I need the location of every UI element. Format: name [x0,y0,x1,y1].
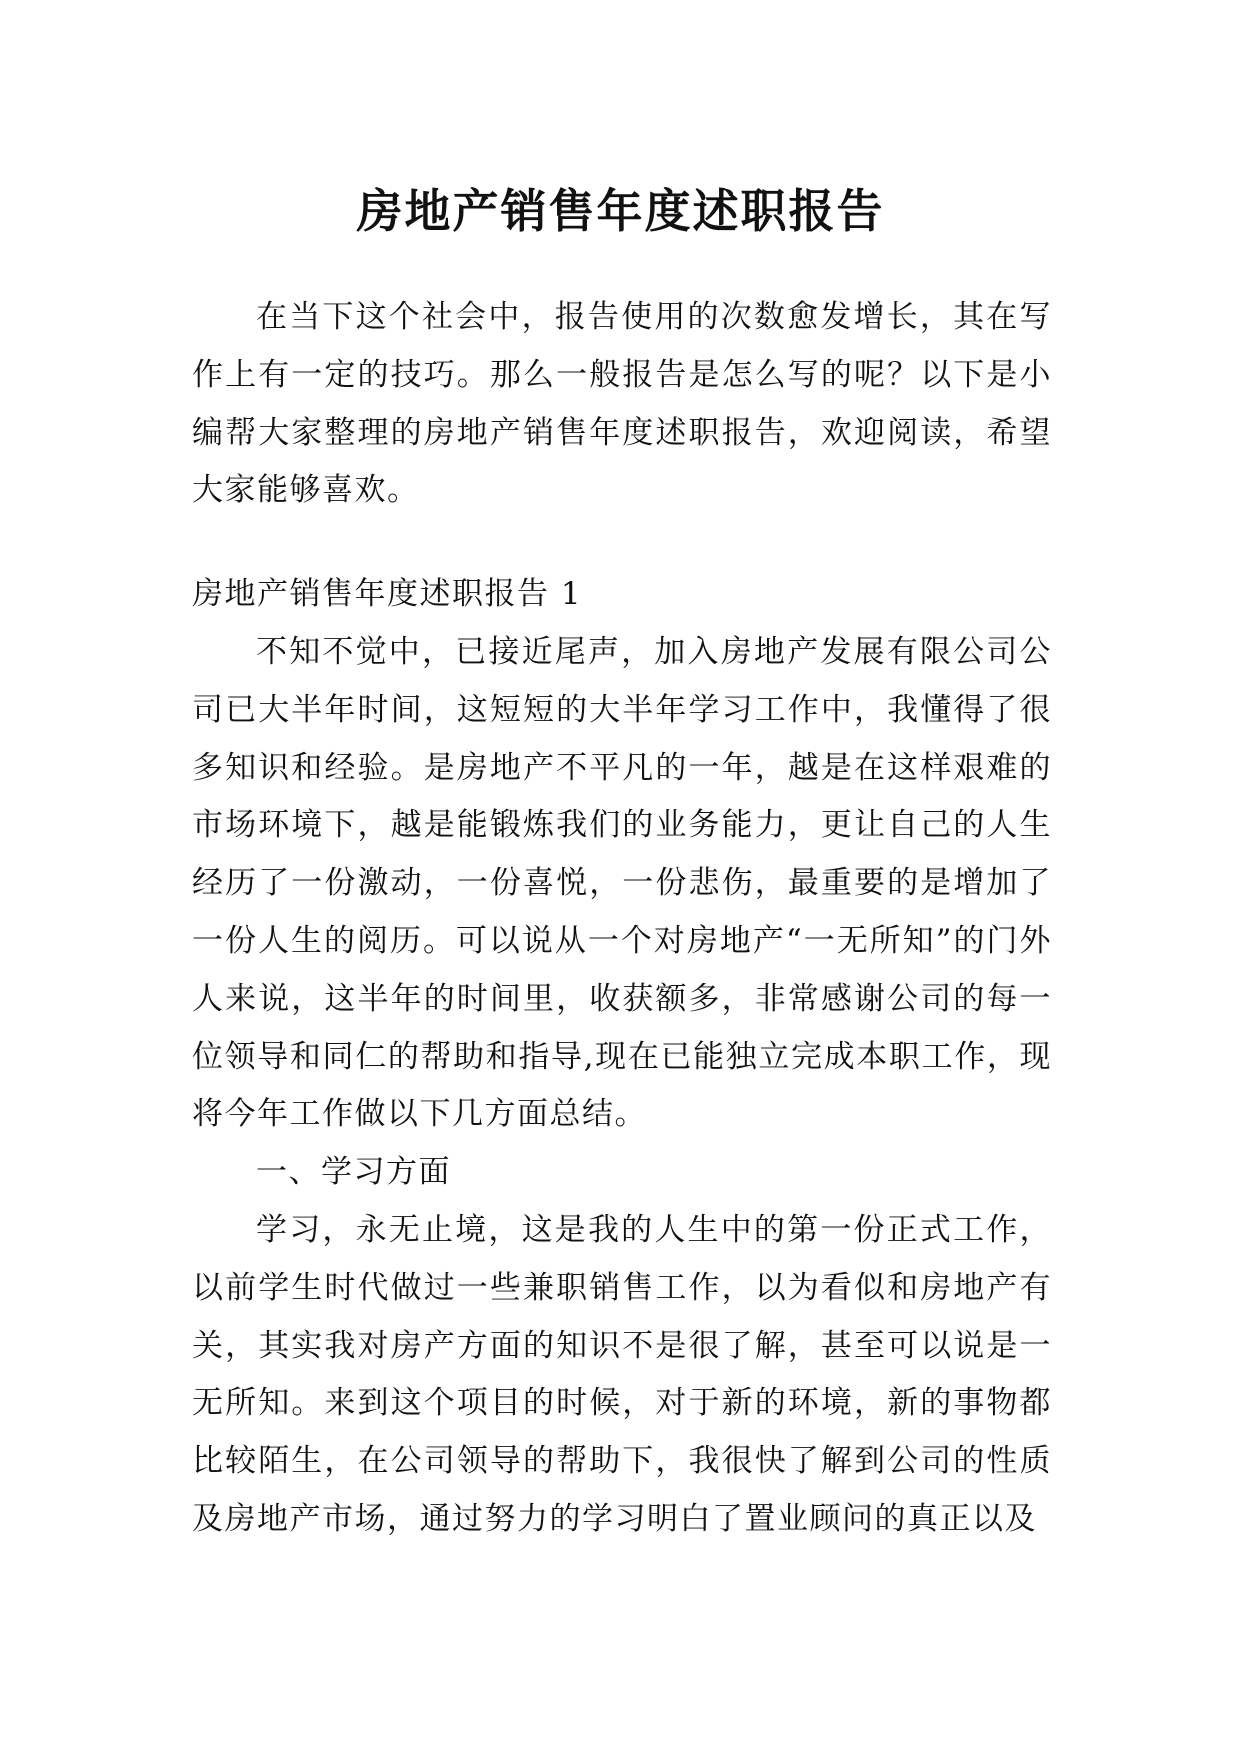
body-paragraph-1: 不知不觉中，已接近尾声，加入房地产发展有限公司公司已大半年时间，这短短的大半年学习工作中，我懂得了很多知识和经验。是房地产不平凡的一年，越是在这样艰难的市场环境下，越是能锻炼我们的业务能力，更让自己的人生经历了一份激动，一份喜悦，一份悲伤，最重要的是增加了一份人生的阅历。可以说从一个对房地产“一无所知”的门外人来说，这半年的时间里，收获额多，非常感谢公司的每一位领导和同仁的帮助和指导,现在已能独立完成本职工作，现将今年工作做以下几方面总结。 [192,633,1052,1133]
subheading-study: 一、学习方面 [256,1154,451,1191]
intro-paragraph: 在当下这个社会中，报告使用的次数愈发增长，其在写作上有一定的技巧。那么一般报告是怎么写的呢？以下是小编帮大家整理的房地产销售年度述职报告，欢迎阅读，希望大家能够喜欢。 [192,299,1052,509]
section-spacer [192,520,1052,566]
body-paragraph-2: 学习，永无止境，这是我的人生中的第一份正式工作，以前学生时代做过一些兼职销售工作，以为看似和房地产有关，其实我对房产方面的知识不是很了解，甚至可以说是一无所知。来到这个项目的时候，对于新的环境，新的事物都比较陌生，在公司领导的帮助下，我很快了解到公司的性质及房地产市场，通过努力的学习明白了置业顾问的真正以及 [192,1211,1052,1537]
section-title: 房地产销售年度述职报告 1 [192,576,583,613]
document-title: 房地产销售年度述职报告 [356,183,885,238]
document-body [192,289,1052,1549]
